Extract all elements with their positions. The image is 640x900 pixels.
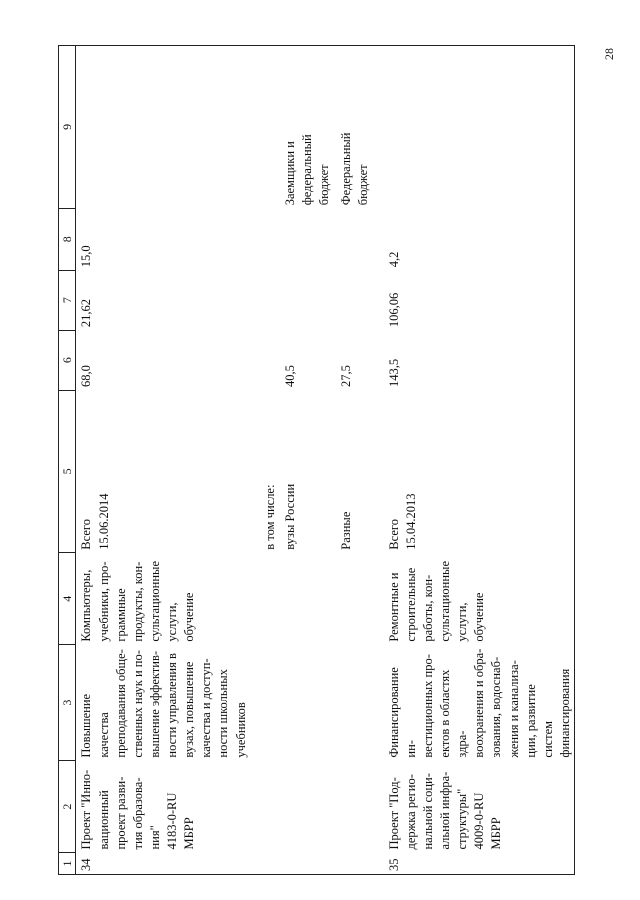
data-table xyxy=(58,45,575,875)
amount-cell: 143,5 xyxy=(384,330,575,390)
column-number: 9 xyxy=(59,46,76,209)
amount-cell: 106,06 xyxy=(384,270,575,330)
column-number: 1 xyxy=(59,853,76,875)
table-row xyxy=(336,46,384,875)
page-number: 28 xyxy=(602,48,616,60)
column-numbers-row xyxy=(59,46,76,875)
project-name: Проект "Под- держка регио- нальной соци- альной инфра- структуры" 4009-0-RU МБРР xyxy=(384,761,575,853)
row-number: 34 xyxy=(76,853,250,875)
recipient-cell: вузы России xyxy=(282,483,297,550)
amount-cell: 15,0 xyxy=(79,245,94,268)
table-row xyxy=(250,46,280,875)
column-number: 6 xyxy=(59,330,76,390)
project-goal: Повышение качества преподавания обще- ственных наук и по- вышение эффектив- ности управления в вузах, повышение качества и доступ- ности школьных учебников xyxy=(79,649,248,758)
row-number: 35 xyxy=(384,853,575,875)
amount-cell: 27,5 xyxy=(338,365,353,388)
funding-source: Заемщики и федеральный бюджет xyxy=(280,46,336,209)
amount-cell: 21,62 xyxy=(79,299,94,328)
rotated-page xyxy=(58,45,640,875)
recipient-cell: Всего 15.04.2013 xyxy=(384,390,575,553)
table-row xyxy=(280,46,336,875)
procurement-items: Компьютеры, учебники, про- граммные продукты, кон- сультационные услуги, обучение xyxy=(79,561,197,642)
funding-source xyxy=(76,46,250,209)
column-number: 3 xyxy=(59,645,76,761)
procurement-items: Ремонтные и строительные работы, кон- сультационные услуги, обучение xyxy=(384,553,575,645)
recipient-cell: в том числе: xyxy=(262,484,277,550)
funding-source: Федеральный бюджет xyxy=(336,46,384,209)
recipient-cell: Всего 15.06.2014 xyxy=(79,493,111,550)
project-goal: Финансирование ин- вестиционных про- ектов в областях здра- воохранения и обра- зования, водоснаб- жения и канализа- ции, развитие систем финансирования xyxy=(384,645,575,761)
column-number: 2 xyxy=(59,761,76,853)
column-number: 8 xyxy=(59,208,76,270)
project-name: Проект "Инно- вационный проект разви- тия образова- ния" 4183-0-RU МБРР xyxy=(79,769,197,850)
amount-cell: 40,5 xyxy=(282,365,297,388)
column-number: 4 xyxy=(59,553,76,645)
column-number: 5 xyxy=(59,390,76,553)
recipient-cell: Разные xyxy=(338,511,353,550)
amount-cell: 4,2 xyxy=(384,208,575,270)
table-row xyxy=(76,46,250,875)
column-number: 7 xyxy=(59,270,76,330)
amount-cell: 68,0 xyxy=(79,365,94,388)
table-row xyxy=(384,46,575,875)
funding-source xyxy=(384,46,575,209)
